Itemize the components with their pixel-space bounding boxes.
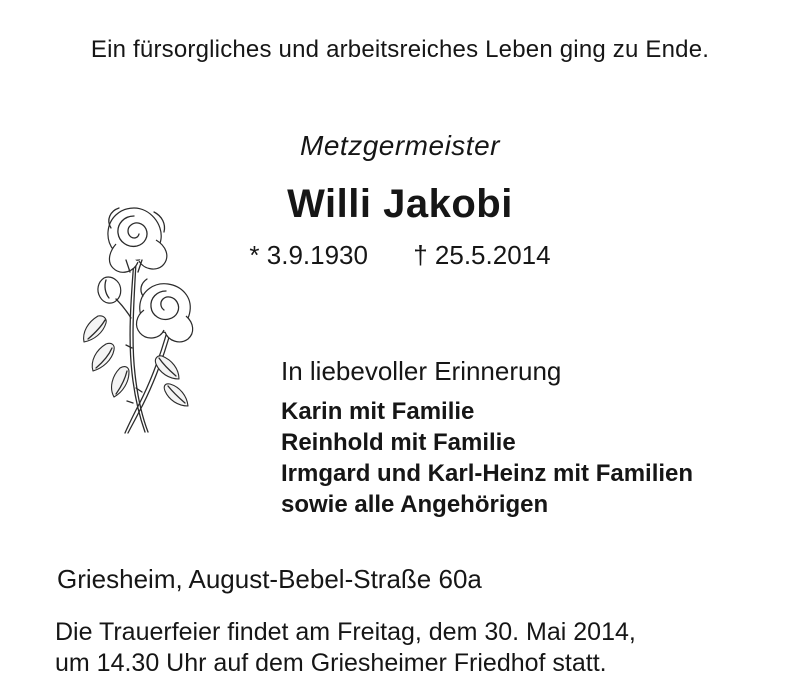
mourner-line: Karin mit Familie [281,398,475,425]
address-line: Griesheim, August-Bebel-Straße 60a [57,564,482,594]
profession-title: Metzgermeister [300,130,500,161]
remembrance-heading: In liebevoller Erinnerung [281,356,562,386]
deceased-name: Willi Jakobi [287,182,513,226]
funeral-info [55,617,636,679]
mourner-line: sowie alle Angehörigen [281,491,549,518]
mourner-line: Irmgard und Karl-Heinz mit Familien [281,460,694,487]
mourners-list [281,396,693,520]
death-date: † 25.5.2014 [413,240,551,270]
birth-date: * 3.9.1930 [249,240,368,270]
funeral-line-1: Die Trauerfeier findet am Freitag, dem 30. Mai 2014, [55,618,636,646]
rose-sketch-icon [76,198,202,436]
epigraph-line: Ein fürsorgliches und arbeitsreiches Leben ging zu Ende. [90,36,710,63]
mourner-line: Reinhold mit Familie [281,429,516,456]
funeral-line-2: um 14.30 Uhr auf dem Griesheimer Friedhof statt. [55,649,607,677]
